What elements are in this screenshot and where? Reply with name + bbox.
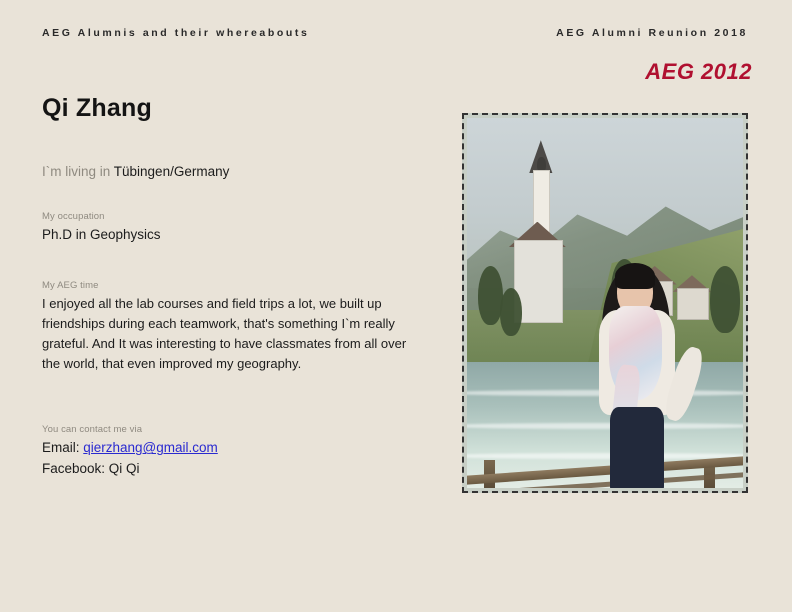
header-left-title: AEG Alumnis and their whereabouts <box>42 27 310 39</box>
person-legs <box>610 407 663 488</box>
page-header <box>42 27 748 39</box>
person-hair-front <box>615 263 655 289</box>
aeg-year-badge: AEG 2012 <box>645 59 752 84</box>
facebook-line: Facebook: Qi Qi <box>42 460 140 476</box>
occupation-value: Ph.D in Geophysics <box>42 227 161 243</box>
person-figure <box>577 251 698 488</box>
aeg-time-text: I enjoyed all the lab courses and field trips a lot, we built up friendships during each teamwork, that's something I`m really grateful. And It was interesting to have classmates from all over the world, that even improved my geography. <box>42 295 407 372</box>
contact-block <box>42 424 437 479</box>
occupation-label: My occupation <box>42 211 105 223</box>
photo-image <box>467 118 743 488</box>
profile-photo <box>462 113 748 493</box>
page-title: Qi Zhang <box>42 94 152 122</box>
contact-label: You can contact me via <box>42 424 143 436</box>
email-link[interactable]: qierzhang@gmail.com <box>83 440 218 456</box>
email-line <box>42 438 437 458</box>
header-right-title: AEG Alumni Reunion 2018 <box>556 27 748 39</box>
aeg-time-block <box>42 280 437 375</box>
occupation-block <box>42 211 437 245</box>
living-value: Tübingen/Germany <box>113 164 230 179</box>
email-label: Email: <box>42 440 84 456</box>
profile-content <box>42 94 437 479</box>
aeg-time-label: My AEG time <box>42 279 99 291</box>
tree-4 <box>710 266 740 333</box>
living-label: I`m living in <box>42 164 111 179</box>
living-block <box>42 163 437 181</box>
tree-2 <box>500 288 522 336</box>
living-line <box>42 163 437 181</box>
